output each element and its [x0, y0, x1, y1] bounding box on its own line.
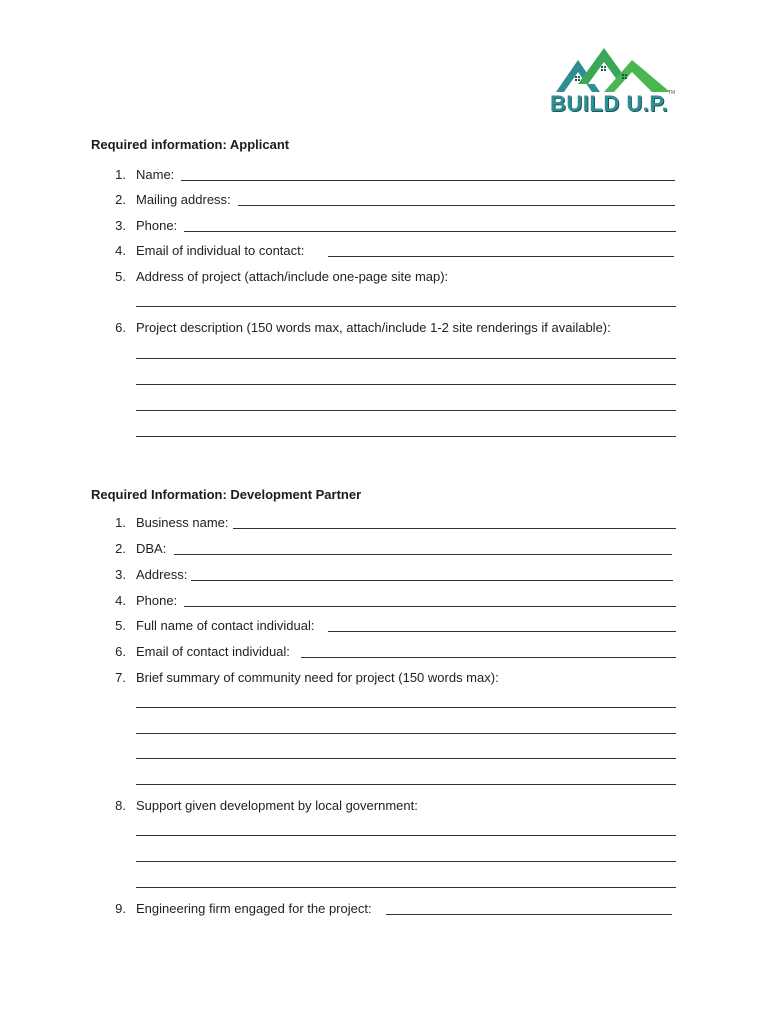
mailing-address-field[interactable]	[238, 205, 675, 206]
project-description-line-1[interactable]	[136, 358, 676, 359]
logo-wordmark: BUILD U.P.	[550, 91, 669, 116]
partner-item-contact-email	[0, 643, 770, 661]
item-label: Phone:	[136, 218, 178, 233]
item-number: 3.	[115, 567, 126, 582]
contact-name-field[interactable]	[328, 631, 676, 632]
local-support-line-1[interactable]	[136, 835, 676, 836]
item-label: Engineering firm engaged for the project:	[136, 901, 372, 916]
partner-address-field[interactable]	[191, 580, 673, 581]
item-label: Mailing address:	[136, 192, 231, 207]
community-need-line-4[interactable]	[136, 784, 676, 785]
phone-field[interactable]	[184, 231, 676, 232]
item-label: Full name of contact individual:	[136, 618, 315, 633]
item-number: 1.	[115, 167, 126, 182]
local-support-line-2[interactable]	[136, 861, 676, 862]
applicant-item-project-description	[0, 319, 770, 337]
applicant-item-phone	[0, 217, 770, 235]
dba-field[interactable]	[174, 554, 672, 555]
section-title-applicant: Required information: Applicant	[91, 137, 290, 152]
partner-item-dba	[0, 540, 770, 558]
partner-item-contact-name	[0, 617, 770, 635]
partner-phone-field[interactable]	[184, 606, 676, 607]
item-number: 5.	[115, 618, 126, 633]
contact-email-field[interactable]	[328, 256, 674, 257]
item-label: Business name:	[136, 515, 229, 530]
item-number: 6.	[115, 320, 126, 335]
item-number: 9.	[115, 901, 126, 916]
houses-logo-icon	[548, 44, 678, 94]
item-number: 1.	[115, 515, 126, 530]
partner-item-address	[0, 566, 770, 584]
partner-item-community-need	[0, 669, 770, 687]
project-description-line-2[interactable]	[136, 384, 676, 385]
partner-item-phone	[0, 592, 770, 610]
partner-item-business-name	[0, 514, 770, 532]
item-label: Address:	[136, 567, 188, 582]
item-label: Support given development by local government:	[136, 798, 418, 813]
engineering-firm-field[interactable]	[386, 914, 672, 915]
item-number: 2.	[115, 541, 126, 556]
applicant-item-email	[0, 242, 770, 260]
item-number: 8.	[115, 798, 126, 813]
project-description-line-4[interactable]	[136, 436, 676, 437]
item-number: 6.	[115, 644, 126, 659]
applicant-item-project-address	[0, 268, 770, 286]
community-need-line-1[interactable]	[136, 707, 676, 708]
item-number: 5.	[115, 269, 126, 284]
item-label: Address of project (attach/include one-page site map):	[136, 269, 449, 284]
partner-item-local-support	[0, 797, 770, 815]
item-number: 4.	[115, 593, 126, 608]
local-support-line-3[interactable]	[136, 887, 676, 888]
partner-item-engineering-firm	[0, 900, 770, 918]
applicant-item-mailing-address	[0, 191, 770, 209]
item-number: 3.	[115, 218, 126, 233]
project-address-field[interactable]	[136, 306, 676, 307]
item-number: 4.	[115, 243, 126, 258]
name-field[interactable]	[181, 180, 675, 181]
community-need-line-2[interactable]	[136, 733, 676, 734]
logo-trademark: TM	[668, 90, 676, 96]
item-label: Brief summary of community need for project (150 words max):	[136, 670, 499, 685]
business-name-field[interactable]	[233, 528, 676, 529]
item-number: 2.	[115, 192, 126, 207]
section-title-development-partner: Required Information: Development Partner	[91, 487, 362, 502]
item-label: DBA:	[136, 541, 167, 556]
applicant-item-name	[0, 166, 770, 184]
item-label: Name:	[136, 167, 175, 182]
item-label: Phone:	[136, 593, 178, 608]
project-description-line-3[interactable]	[136, 410, 676, 411]
build-up-logo	[548, 44, 678, 118]
contact-email-field[interactable]	[301, 657, 676, 658]
community-need-line-3[interactable]	[136, 758, 676, 759]
item-label: Email of individual to contact:	[136, 243, 305, 258]
item-number: 7.	[115, 670, 126, 685]
item-label: Project description (150 words max, attach/include 1-2 site renderings if available):	[136, 320, 611, 335]
item-label: Email of contact individual:	[136, 644, 290, 659]
